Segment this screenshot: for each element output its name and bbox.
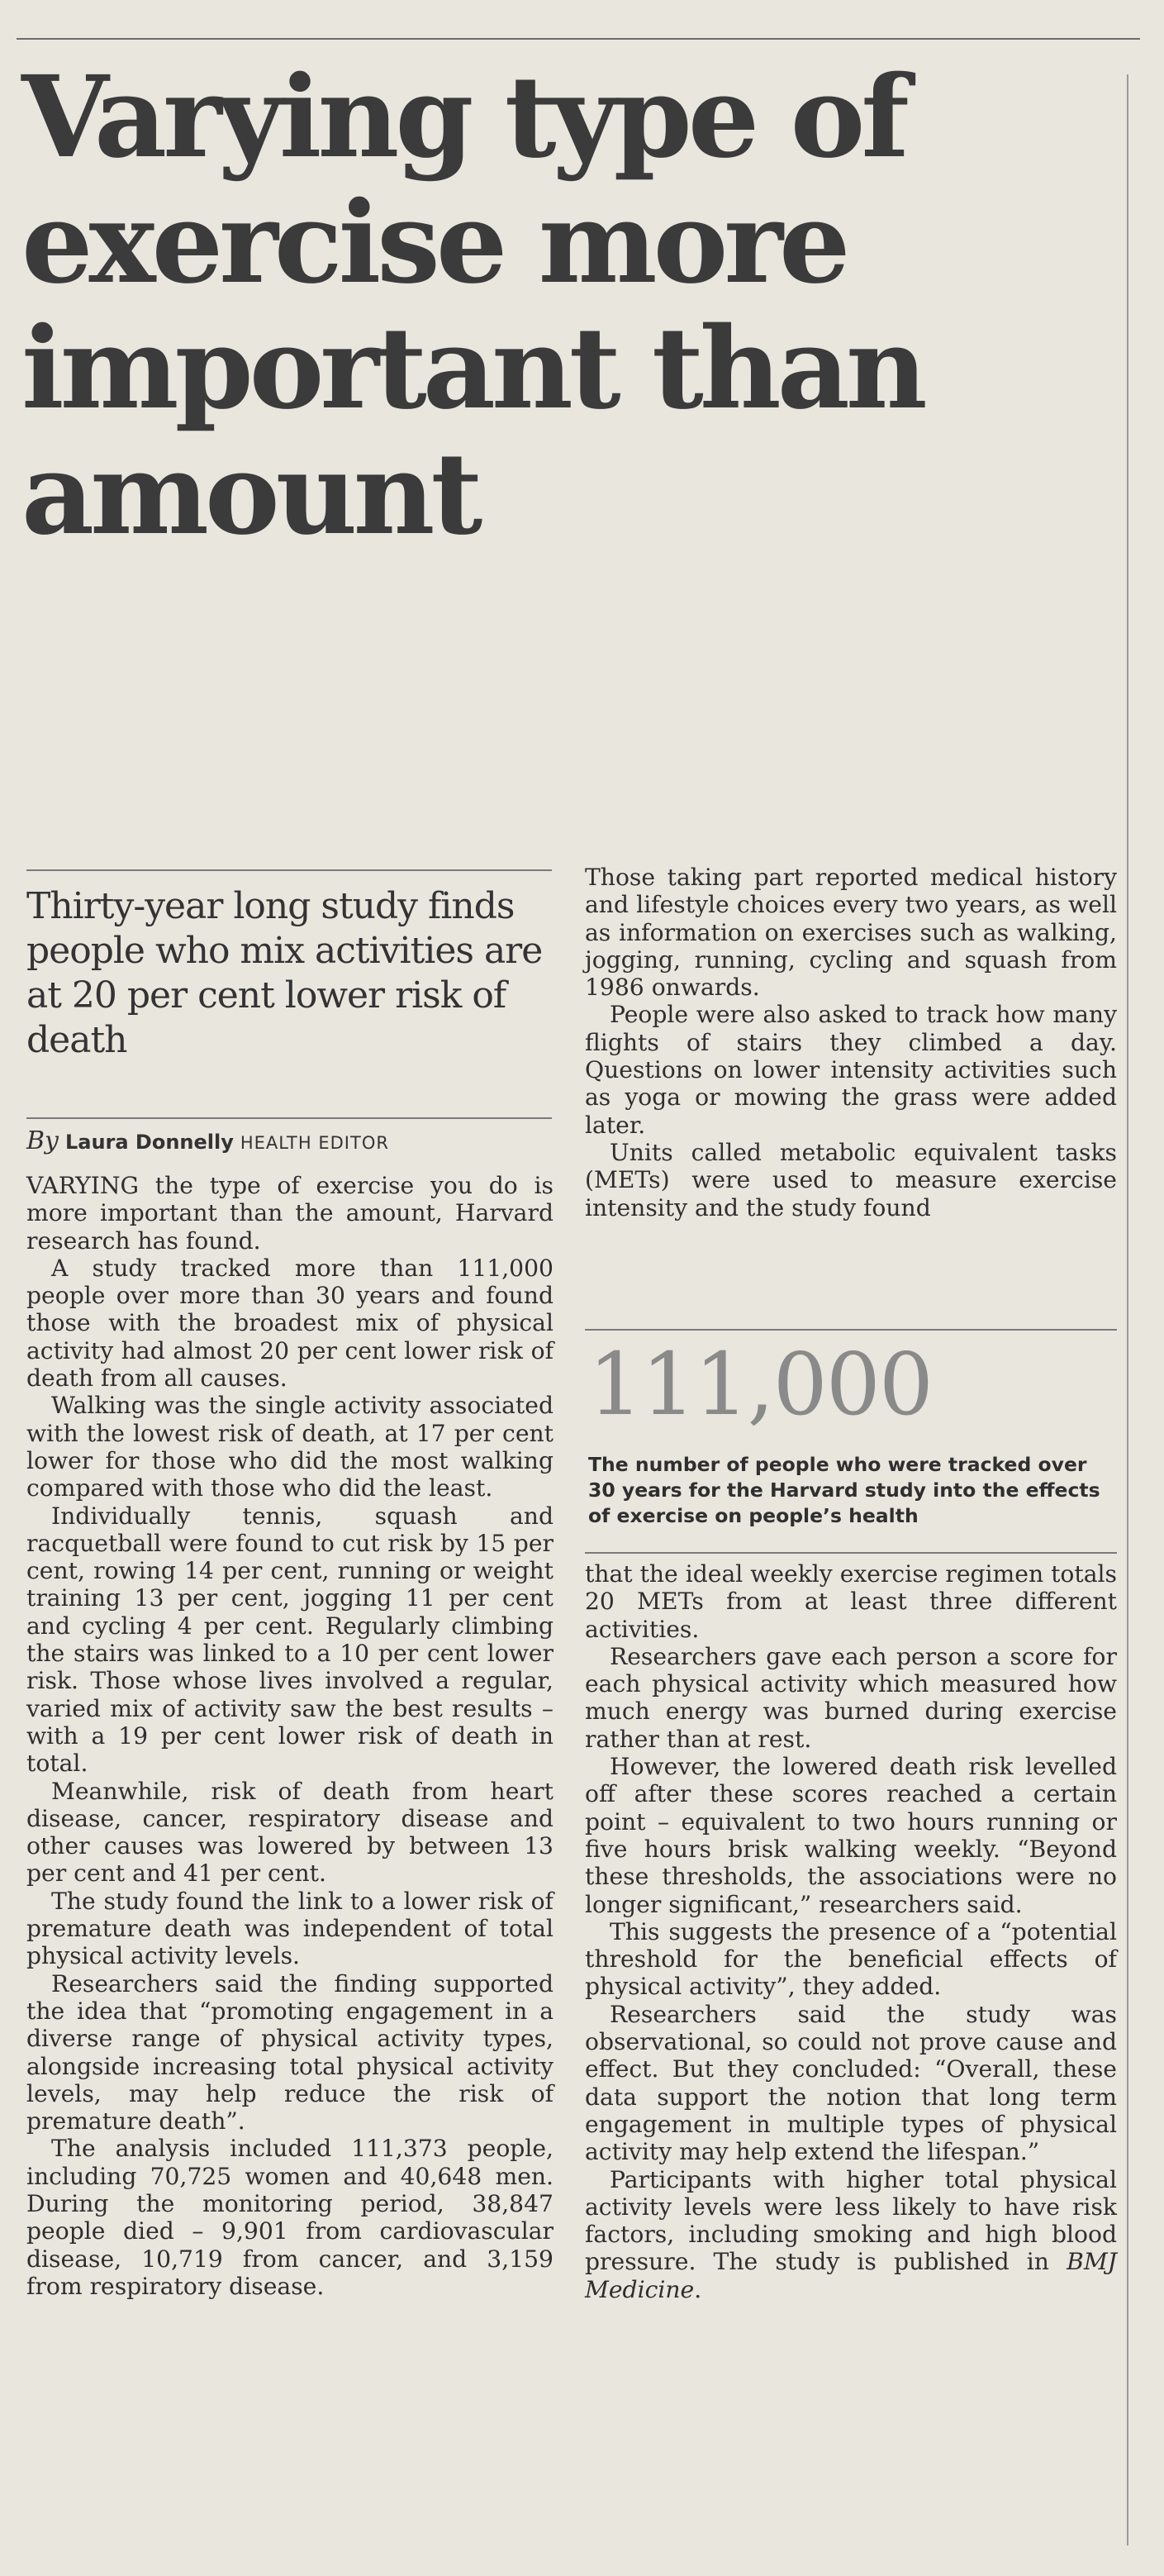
factbox-caption: The number of people who were tracked over 30 years for the Harvard study into the effects of exercise on people’s health <box>588 1453 1100 1527</box>
paragraph: This suggests the presence of a “potential threshold for the beneficial effects of physical activity”, they added. <box>585 1917 1117 2001</box>
standfirst: Thirty-year long study finds people who mix activities are at 20 per cent lower risk of death <box>26 885 543 1061</box>
paragraph: Units called metabolic equivalent tasks (METs) were used to measure exercise intensity and the study found <box>585 1138 1117 1221</box>
paragraph: People were also asked to track how many flights of stairs they climbed a day. Questions on lower intensity activities such as yoga or mowing the grass were added later. <box>585 1001 1117 1139</box>
paragraph: Walking was the single activity associated with the lowest risk of death, at 17 per cent lower for those who did the most walking compared with those who did the least. <box>26 1392 553 1502</box>
article-column-1 <box>26 1172 553 2300</box>
factbox-rule-bottom <box>585 1552 1117 1554</box>
factbox-rule-top <box>585 1329 1117 1331</box>
paragraph: The analysis included 111,373 people, including 70,725 women and 40,648 men. During the monitoring period, 38,847 people died – 9,901 from cardiovascular disease, 10,719 from cancer, and 3,159 from respiratory disease. <box>26 2135 553 2300</box>
standfirst-rule <box>26 869 552 871</box>
factbox-number: 111,000 <box>588 1334 933 1435</box>
paragraph: A study tracked more than 111,000 people over more than 30 years and found those with the broadest mix of physical activity had almost 20 per cent lower risk of death from all causes. <box>26 1254 553 1393</box>
paragraph: Individually tennis, squash and racquetball were found to cut risk by 15 per cent, rowing 14 per cent, running or weight training 13 per cent, jogging 11 per cent and cycling 4 per cent. Regularly climbing the stairs was linked to a 10 per cent lower risk. Those whose lives involved a regular, varied mix of activity saw the best results – with a 19 per cent lower risk of death in total. <box>26 1502 553 1778</box>
paragraph: that the ideal weekly exercise regimen totals 20 METs from at least three different activities. <box>585 1560 1117 1643</box>
closing-paragraph <box>585 2166 1117 2303</box>
paragraph: However, the lowered death risk levelled off after these scores reached a certain point – equivalent to two hours running or five hours brisk walking weekly. “Beyond these thresholds, the associations were no longer significant,” researchers said. <box>585 1753 1117 1918</box>
paragraph: Researchers said the study was observational, so could not prove cause and effect. But they concluded: “Overall, these data support the notion that long term engagement in multiple types of physical activity may help extend the lifespan.” <box>585 2000 1117 2166</box>
article-column-2-top <box>585 864 1117 1221</box>
paragraph: Researchers said the finding supported the idea that “promoting engagement in a diverse range of physical activity types, alongside increasing total physical activity levels, may help reduce the risk of premature death”. <box>26 1969 553 2136</box>
top-rule <box>17 38 1140 40</box>
byline-rule <box>26 1117 552 1119</box>
paragraph: The study found the link to a lower risk of premature death was independent of total physical activity levels. <box>26 1887 553 1970</box>
paragraph: Researchers gave each person a score for each physical activity which measured how much energy was burned during exercise rather than at rest. <box>585 1642 1117 1753</box>
closing-end: . <box>694 2275 702 2303</box>
headline: Varying type of exercise more important than amount <box>21 51 924 560</box>
journal-name: BMJ Medicine <box>585 2248 1117 2303</box>
byline-by: By <box>26 1126 59 1155</box>
paragraph: VARYING the type of exercise you do is more important than the amount, Harvard research has found. <box>26 1172 553 1255</box>
article-column-2-bottom <box>585 1560 1117 2303</box>
byline-role: HEALTH EDITOR <box>240 1133 389 1153</box>
paragraph: Those taking part reported medical history and lifestyle choices every two years, as well as information on exercises such as walking, jogging, running, cycling and squash from 1986 onwards. <box>585 864 1117 1002</box>
column-rule-right <box>1127 74 1128 2545</box>
byline <box>26 1128 555 1156</box>
paragraph: Meanwhile, risk of death from heart disease, cancer, respiratory disease and other causes was lowered by between 13 per cent and 41 per cent. <box>26 1777 553 1888</box>
closing-text: Participants with higher total physical activity levels were less likely to have risk factors, including smoking and high blood pressure. The study is published in <box>585 2165 1117 2276</box>
byline-author: Laura Donnelly <box>64 1131 234 1154</box>
